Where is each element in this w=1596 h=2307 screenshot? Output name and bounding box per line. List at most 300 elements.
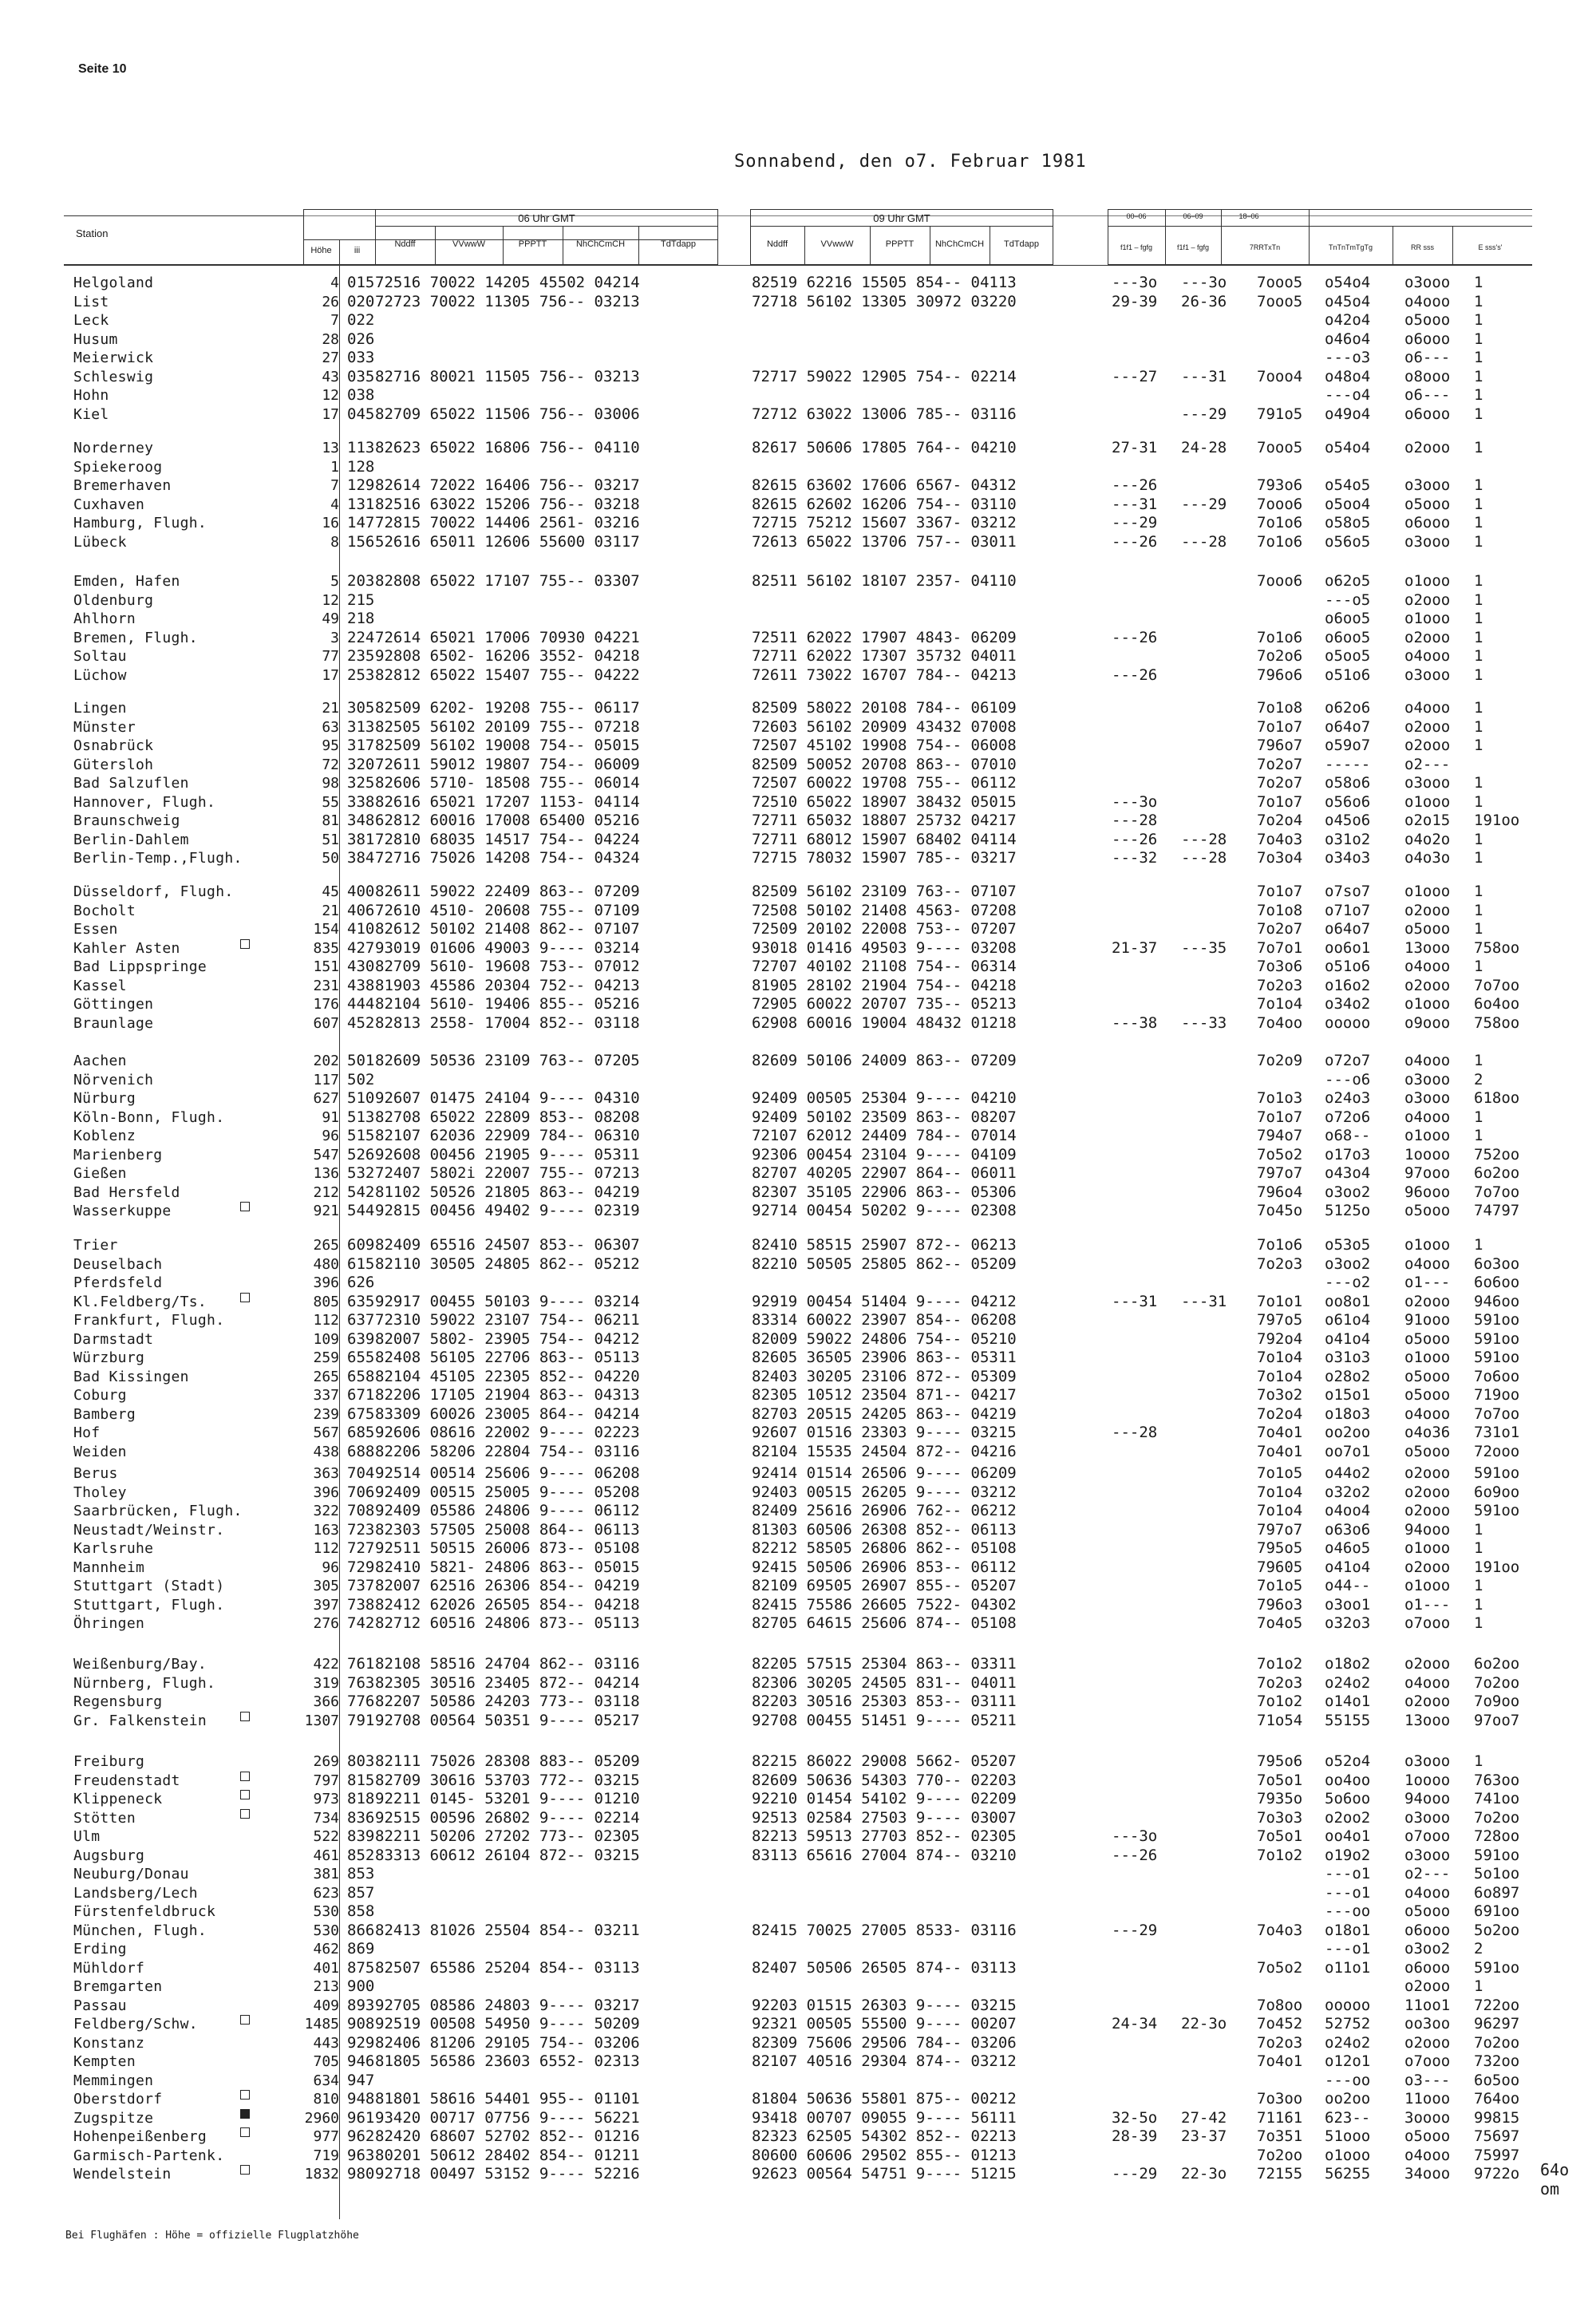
temp-18-06: 7o2o3 [1257,2033,1303,2052]
snow-group: 691oo [1474,1902,1520,1920]
station-name: Stuttgart, Flugh. [73,1596,225,1614]
station-height: 8 [330,533,339,551]
snow-group: 591oo [1474,1349,1520,1366]
station-id: 384 [347,849,375,867]
snow-group: 75997 [1474,2146,1520,2164]
station-height: 443 [313,2034,339,2052]
snow-group: 728oo [1474,1827,1520,1845]
precip-group: o2ooo [1404,1977,1451,1995]
temp-group: o63o6 [1325,1520,1371,1539]
station-id: 658 [347,1367,375,1385]
wind-00-06: 32-5o [1112,2108,1158,2127]
station-name: Münster [73,718,136,736]
station-name: Osnabrück [73,737,154,754]
station-name: Feldberg/Schw. [73,2016,198,2032]
precip-group: o1ooo [1404,572,1451,590]
temp-18-06: 7935o [1257,1790,1303,1807]
snow-group: 7o7oo [1474,1183,1520,1201]
obs-06-groups: 92409 00515 25005 9---- 05208 [375,1483,640,1501]
precip-group: o5ooo [1404,1202,1451,1219]
station-id: 218 [347,610,375,627]
station-group [0,1752,1596,2184]
obs-06-groups: 80201 50612 28402 854-- 01211 [375,2146,640,2164]
station-name: Hamburg, Flugh. [73,515,207,531]
station-height: 1307 [304,1712,339,1729]
station-id: 900 [347,1977,375,1995]
temp-group: o42o4 [1325,311,1371,329]
wind-00-06: 24-34 [1112,2015,1158,2032]
station-height: 77 [322,648,339,665]
snow-group: 6o5oo [1474,2071,1520,2089]
snow-group: 191oo [1474,812,1520,829]
temp-18-06: 7o1o7 [1257,1108,1303,1126]
station-name: Gr. Falkenstein [73,1712,207,1729]
station-name: Bremgarten [73,1978,163,1995]
obs-06-groups: 83313 60612 26104 872-- 03215 [375,1846,640,1864]
table-row [0,1183,1596,1203]
wind-00-06: ---26 [1112,1846,1158,1864]
open-square-icon [240,1790,250,1799]
table-row [0,274,1596,293]
obs-06-groups: 72407 5802i 22007 755-- 07213 [375,1164,640,1182]
obs-06-groups: 72611 59012 19807 754-- 06009 [375,755,640,773]
station-height: 634 [313,2072,339,2089]
temp-group: ---o2 [1325,1274,1371,1291]
station-group [0,1236,1596,1461]
temp-18-06: 7o1o6 [1257,628,1303,646]
temp-group: o68-- [1325,1127,1371,1144]
snow-group: 722oo [1474,1996,1520,2014]
station-name: Bremen, Flugh. [73,629,198,646]
snow-group: 6o2oo [1474,1655,1520,1673]
table-row [0,514,1596,533]
station-height: 202 [313,1053,339,1069]
obs-06-groups: 92705 08586 24803 9---- 03217 [375,1996,640,2014]
temp-18-06: 7o4o3 [1257,830,1303,848]
table-row [0,1443,1596,1462]
temp-18-06: 7o8oo [1257,1996,1303,2014]
obs-06-groups: 82104 5610- 19406 855-- 05216 [375,995,640,1013]
precip-group: o3ooo [1404,1070,1451,1088]
station-name: Hof [73,1424,101,1441]
obs-09-groups: 72711 62022 17307 35732 04011 [752,647,1017,665]
snow-group: 1 [1474,647,1483,665]
obs-06-groups: 82305 30516 23405 872-- 04214 [375,1673,640,1692]
station-height: 81 [322,812,339,829]
station-id: 893 [347,1996,375,2014]
obs-09-groups: 82511 56102 18107 2357- 04110 [752,572,1017,590]
station-height: 1832 [304,2166,339,2183]
temp-group: o71o7 [1325,901,1371,919]
snow-group: 7o2oo [1474,2033,1520,2052]
station-id: 128 [347,457,375,476]
snow-group: 591oo [1474,1311,1520,1329]
station-height: 396 [313,1483,339,1501]
obs-06-groups: 92606 08616 22002 9---- 02223 [375,1424,640,1441]
obs-09-groups: 82215 86022 29008 5662- 05207 [752,1752,1017,1770]
obs-06-groups: 82623 65022 16806 756-- 04110 [375,439,640,456]
temp-18-06: 797o7 [1257,1520,1303,1539]
obs-09-groups: 82409 25616 26906 762-- 06212 [752,1502,1017,1519]
station-name: Hohenpeißenberg [73,2128,207,2145]
wind-00-06: ---31 [1112,1292,1158,1310]
snow-group: 7o2oo [1474,1808,1520,1827]
b1-col-1: Nddff [394,239,416,249]
temp-18-06: 796o3 [1257,1595,1303,1614]
precip-group: o6ooo [1404,1921,1451,1939]
station-id: 338 [347,792,375,811]
obs-09-groups: 92714 00454 50202 9---- 02308 [752,1202,1017,1219]
station-name: München, Flugh. [73,1922,207,1939]
snow-group: 97oo7 [1474,1711,1520,1729]
station-name: Wendelstein [73,2166,172,2183]
precip-group: o7ooo [1404,1827,1451,1845]
footnote: Bei Flughäfen : Höhe = offizielle Flugplatzhöhe [65,2230,359,2242]
station-height: 55 [322,793,339,811]
station-id: 708 [347,1502,375,1519]
temp-18-06: 79605 [1257,1558,1303,1576]
station-name: Stuttgart (Stadt) [73,1578,225,1594]
wind-06-09: 27-42 [1181,2108,1227,2127]
snow-group: 719oo [1474,1386,1520,1404]
station-height: 7 [330,312,339,329]
snow-group: 1 [1474,591,1483,609]
table-row [0,1922,1596,1941]
snow-group: 732oo [1474,2052,1520,2070]
snow-group: 9722o [1474,2165,1520,2183]
temp-18-06: 7ooo6 [1257,572,1303,590]
snow-group: 1 [1474,532,1483,551]
temp-group: o32o2 [1325,1483,1371,1501]
precip-group: o9ooo [1404,1013,1451,1032]
temp-18-06: 7o2oo [1257,2146,1303,2164]
table-row [0,1202,1596,1221]
station-header-box [64,215,303,265]
precip-group: o8ooo [1404,367,1451,385]
station-id: 406 [347,901,375,919]
wind-06-09: 26-36 [1181,292,1227,310]
snow-group: 1 [1474,628,1483,646]
station-height: 12 [322,591,339,609]
obs-06-groups: 82708 65022 22809 853-- 08208 [375,1108,640,1126]
precip-group: o5ooo [1404,1902,1451,1920]
temp-18-06: 7o3o4 [1257,849,1303,867]
table-row [0,1071,1596,1090]
snow-group: 1 [1474,292,1483,310]
obs-06-groups: 82111 75026 28308 883-- 05209 [375,1752,640,1770]
temp-group: o19o2 [1325,1846,1371,1864]
snow-group: 591oo [1474,1846,1520,1864]
table-row [0,533,1596,552]
table-row [0,1865,1596,1884]
temp-18-06: 7o1o7 [1257,792,1303,811]
station-id: 727 [347,1539,375,1557]
temp-18-06: 7o3oo [1257,2090,1303,2108]
obs-09-groups: 82609 50106 24009 863-- 07209 [752,1052,1017,1069]
table-row [0,572,1596,591]
station-id: 685 [347,1424,375,1441]
temp-group: 55155 [1325,1711,1371,1729]
precip-group: o5ooo [1404,1386,1451,1404]
precip-group: o4o36 [1404,1424,1451,1441]
station-name: Pferdsfeld [73,1274,163,1291]
station-name: Augsburg [73,1847,145,1864]
table-row [0,1577,1596,1596]
station-name: Marienberg [73,1146,163,1163]
station-name: Meierwick [73,350,154,366]
station-name: Aachen [73,1053,127,1069]
obs-09-groups: 92210 01454 54102 9---- 02209 [752,1790,1017,1807]
station-name: Nürnberg, Flugh. [73,1674,216,1692]
station-id: 738 [347,1595,375,1614]
obs-09-groups: 82707 40205 22907 864-- 06011 [752,1164,1017,1182]
temp-group: o46o4 [1325,330,1371,348]
obs-09-groups: 82415 75586 26605 7522- 04302 [752,1595,1017,1614]
station-name: Kahler Asten [73,939,180,957]
obs-06-groups: 82107 62036 22909 784-- 06310 [375,1127,640,1144]
obs-09-groups: 82213 59513 27703 852-- 02305 [752,1827,1017,1845]
station-id: 381 [347,830,375,848]
obs-09-groups: 83314 60022 23907 854-- 06208 [752,1311,1017,1329]
obs-06-groups: 82206 17105 21904 863-- 04313 [375,1386,640,1404]
station-height: 835 [313,939,339,957]
open-square-icon [240,2165,250,2175]
precip-group: o3ooo [1404,1808,1451,1827]
obs-09-groups: 72715 75212 15607 3367- 03212 [752,514,1017,531]
station-name: Würzburg [73,1349,145,1366]
station-height: 50 [322,850,339,867]
station-name: Göttingen [73,996,154,1013]
temp-group: ---o4 [1325,386,1371,404]
station-name: Spiekeroog [73,458,163,476]
precip-group: o1ooo [1404,1349,1451,1366]
precip-group: o2ooo [1404,976,1451,994]
station-height: 462 [313,1941,339,1957]
station-height: 547 [313,1146,339,1163]
table-row [0,496,1596,515]
station-height: 797 [313,1772,339,1789]
obs-06-groups: 72716 75026 14208 754-- 04324 [375,849,640,867]
filled-square-icon [240,2109,250,2119]
temp-18-06: 7o3o2 [1257,1386,1303,1404]
obs-06-groups: 92211 0145- 53201 9---- 01210 [375,1790,640,1807]
temp-group: o1ooo [1325,2146,1371,2164]
snow-group: 1 [1474,572,1483,590]
precip-group: o4ooo [1404,1108,1451,1126]
table-row [0,1827,1596,1847]
temp-18-06: 7ooo4 [1257,367,1303,385]
snow-group: 1 [1474,1127,1483,1144]
station-name: Bad Kissingen [73,1368,189,1385]
station-id: 609 [347,1236,375,1254]
station-height: 4 [330,275,339,291]
obs-06-groups: 82413 81026 25504 854-- 03211 [375,1921,640,1939]
station-name: Oberstdorf [73,2091,163,2108]
obs-06-groups: 82207 50586 24203 773-- 03118 [375,1693,640,1710]
page-number: Seite 10 [78,62,127,76]
obs-09-groups: 82309 75606 29506 784-- 03206 [752,2033,1017,2052]
station-height: 43 [322,368,339,385]
obs-06-groups: 72516 70022 14205 45502 04214 [375,274,640,291]
snow-group: 591oo [1474,1502,1520,1519]
table-row [0,831,1596,850]
misc-bot-2: f1f1 – fgfg [1176,243,1210,251]
station-id: 320 [347,755,375,773]
station-height: 231 [313,977,339,994]
temp-group: ---oo [1325,2071,1371,2089]
station-id: 704 [347,1464,375,1482]
table-row [0,920,1596,939]
station-name: Landsberg/Lech [73,1884,198,1902]
open-square-icon [240,1772,250,1781]
temp-18-06: 7o2o4 [1257,812,1303,829]
obs-09-groups: 72712 63022 13006 785-- 03116 [752,405,1017,423]
station-id: 542 [347,1183,375,1201]
precip-group: 94ooo [1404,1790,1451,1807]
station-name: Köln-Bonn, Flugh. [73,1108,225,1126]
station-name: Lübeck [73,533,127,551]
obs-06-groups: 82110 30505 24805 862-- 05212 [375,1254,640,1273]
precip-group: o4ooo [1404,1404,1451,1423]
station-id: 410 [347,920,375,938]
table-row [0,1884,1596,1903]
temp-18-06: 7ooo5 [1257,274,1303,291]
table-row [0,311,1596,330]
snow-group: 591oo [1474,1958,1520,1977]
precip-group: o2ooo [1404,2033,1451,2052]
obs-09-groups: 81303 60506 26308 852-- 06113 [752,1520,1017,1539]
station-id: 706 [347,1483,375,1501]
table-row [0,2034,1596,2053]
station-height: 337 [313,1387,339,1404]
precip-group: o2ooo [1404,439,1451,456]
station-id: 502 [347,1070,375,1088]
station-name: Öhringen [73,1615,145,1632]
temp-18-06: 7o4o1 [1257,1442,1303,1460]
table-row [0,2090,1596,2109]
temp-group: o11o1 [1325,1958,1371,1977]
wind-06-09: ---29 [1181,405,1227,423]
temp-18-06: 7o1o4 [1257,1502,1303,1519]
precip-group: o3ooo [1404,774,1451,792]
snow-group: 7o2oo [1474,1673,1520,1692]
precip-group: o2--- [1404,1865,1451,1882]
temp-group: o54o5 [1325,476,1371,494]
table-row [0,2052,1596,2072]
station-height: 212 [313,1183,339,1201]
station-id: 515 [347,1127,375,1144]
temp-18-06: 7ooo5 [1257,439,1303,456]
precip-group: 13ooo [1404,1711,1451,1729]
temp-group: o34o2 [1325,995,1371,1013]
precip-group: o4ooo [1404,1883,1451,1902]
precip-group: o2ooo [1404,901,1451,919]
station-name: Gießen [73,1165,127,1182]
station-name: Garmisch-Partenk. [73,2147,225,2164]
block1-title: 06 Uhr GMT [518,212,575,224]
station-name: Freiburg [73,1753,145,1770]
station-name: Berlin-Dahlem [73,831,189,848]
temp-18-06: 7o1o3 [1257,1089,1303,1107]
table-row [0,995,1596,1014]
station-id: 729 [347,1558,375,1576]
precip-group: o2ooo [1404,1502,1451,1519]
obs-09-groups: 81905 28102 21904 754-- 04218 [752,976,1017,994]
station-name: Erding [73,1941,127,1957]
station-name: Norderney [73,440,154,456]
station-height: 151 [313,958,339,975]
temp-18-06: 7o1o4 [1257,1367,1303,1385]
snow-group: 1 [1474,699,1483,717]
table-row [0,1236,1596,1255]
station-height: 259 [313,1349,339,1366]
table-row [0,1464,1596,1483]
temp-group: ---o6 [1325,1070,1371,1088]
obs-09-groups: 62908 60016 19004 48432 01218 [752,1013,1017,1032]
precip-group: o1--- [1404,1274,1451,1291]
obs-06-groups: 82211 50206 27202 773-- 02305 [375,1827,640,1845]
station-height: 623 [313,1884,339,1902]
station-height: 95 [322,737,339,754]
table-row [0,458,1596,477]
station-height: 21 [322,902,339,919]
obs-06-groups: 82412 62026 26505 854-- 04218 [375,1595,640,1614]
station-name: Memmingen [73,2072,154,2089]
table-row [0,591,1596,610]
station-height: 49 [322,610,339,627]
wind-00-06: ---26 [1112,830,1158,848]
snow-group: 6o6oo [1474,1274,1520,1291]
table-row [0,1349,1596,1368]
snow-group: 7o7oo [1474,976,1520,994]
temp-group: o51o6 [1325,666,1371,684]
precip-group: o5ooo [1404,311,1451,329]
margin-note: 64o om [1540,2160,1570,2198]
snow-group: 96297 [1474,2015,1520,2032]
station-height: 7 [330,477,339,494]
snow-group: 1 [1474,1108,1483,1126]
obs-09-groups: 82519 62216 15505 854-- 04113 [752,274,1017,291]
obs-09-groups: 92403 00515 26205 9---- 03212 [752,1483,1017,1501]
temp-18-06: 7o4o1 [1257,1424,1303,1441]
table-row [0,1405,1596,1424]
obs-06-groups: 82614 72022 16406 756-- 03217 [375,476,640,494]
station-id: 818 [347,1790,375,1807]
obs-06-groups: 92718 00497 53152 9---- 52216 [375,2165,640,2183]
obs-09-groups: 82323 62505 54302 852-- 02213 [752,2127,1017,2145]
temp-group: o3oo2 [1325,1254,1371,1273]
temp-group: o7so7 [1325,883,1371,900]
precip-group: o6ooo [1404,405,1451,423]
station-id: 045 [347,405,375,423]
temp-18-06: 793o6 [1257,476,1303,494]
station-name: Passau [73,1997,127,2014]
table-row [0,1772,1596,1791]
precip-group: o2ooo [1404,1464,1451,1482]
table-row [0,1674,1596,1693]
precip-group: o4ooo [1404,2146,1451,2164]
station-height: 810 [313,2091,339,2108]
open-square-icon [240,2015,250,2025]
station-id: 737 [347,1577,375,1594]
wind-06-09: ---31 [1181,367,1227,385]
temp-18-06: 7o2o9 [1257,1052,1303,1069]
misc-bot-3: 7RRTxTn [1249,243,1281,251]
station-height: 607 [313,1014,339,1032]
temp-group: ---o1 [1325,1940,1371,1957]
snow-group: 1 [1474,792,1483,811]
temp-group: ---o1 [1325,1883,1371,1902]
